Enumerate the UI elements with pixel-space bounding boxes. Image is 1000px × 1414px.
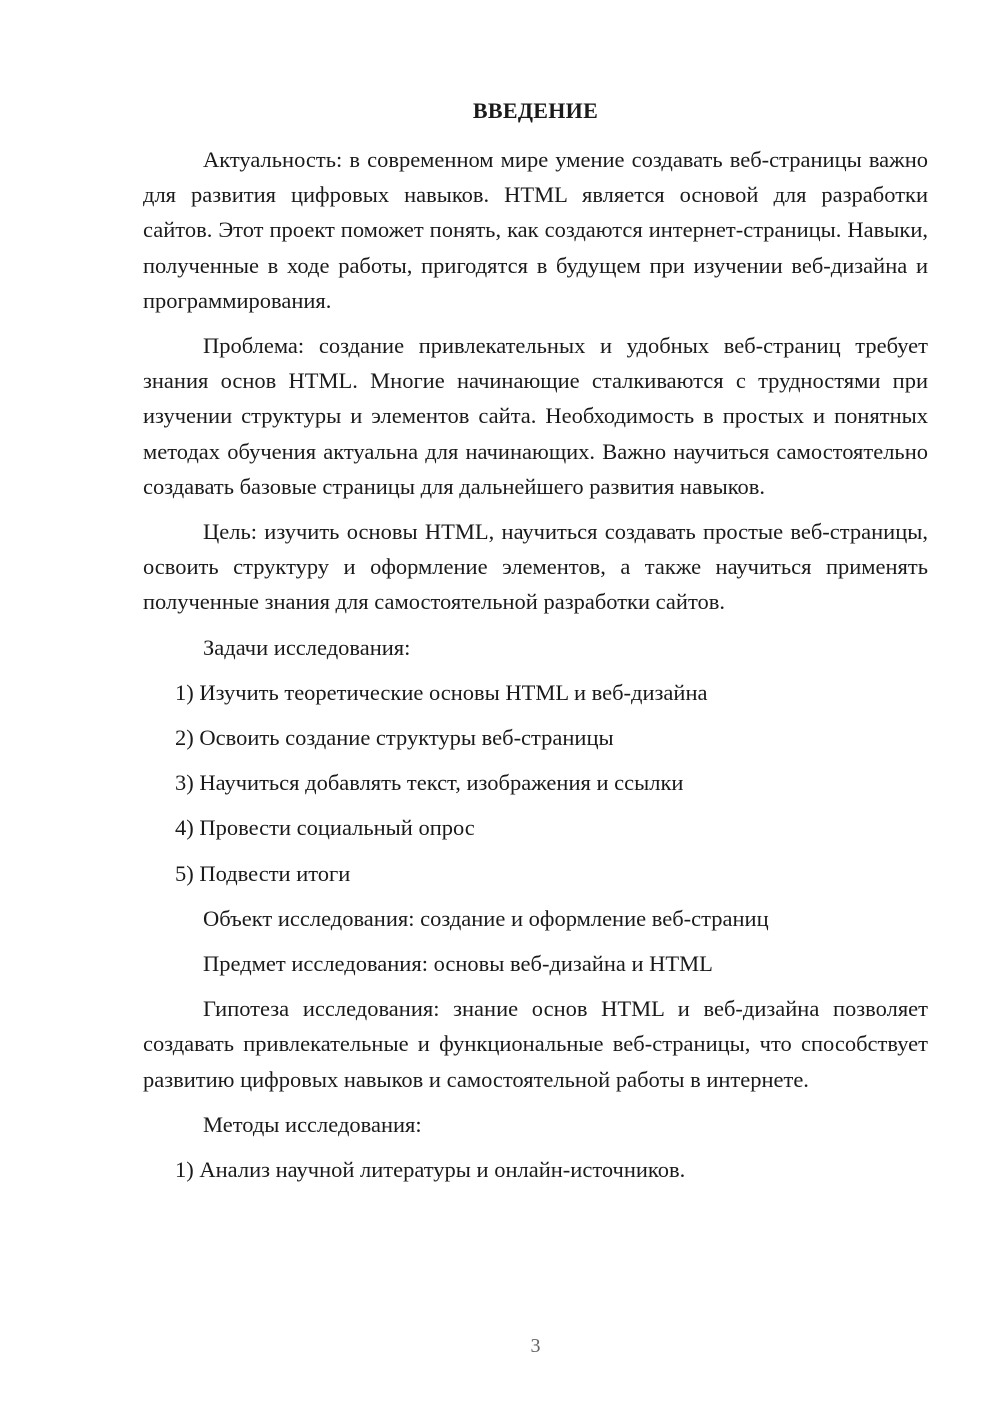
task-item-5: 5) Подвести итоги: [175, 860, 351, 886]
goal-paragraph: Цель: изучить основы HTML, научиться создавать простые веб-страницы, освоить структуру и оформление элементов, а также научиться применять полученные знания для самостоятельной разработки сайтов.: [143, 519, 928, 615]
task-item-3: 3) Научиться добавлять текст, изображения и ссылки: [175, 770, 684, 796]
document-body: [143, 142, 928, 1197]
page-number: 3: [530, 1335, 541, 1357]
document-page: [143, 0, 928, 1414]
page-title: ВВЕДЕНИЕ: [472, 98, 599, 123]
research-subject: Предмет исследования: основы веб-дизайна и HTML: [203, 951, 713, 977]
task-item-4: 4) Провести социальный опрос: [175, 815, 475, 841]
methods-heading: Методы исследования:: [203, 1111, 422, 1137]
problem-paragraph: Проблема: создание привлекательных и удобных веб-страниц требует знания основ HTML. Многие начинающие сталкиваются с трудностями при изучении структуры и элементов сайта. Необходимость в простых и понятных методах обучения актуальна для начинающих. Важно научиться самостоятельно создавать базовые страницы для дальнейшего развития навыков.: [143, 333, 928, 499]
hypothesis-paragraph: Гипотеза исследования: знание основ HTML и веб-дизайна позволяет создавать привлекательные и функциональные веб-страницы, что способствует развитию цифровых навыков и самостоятельной работы в интернете.: [143, 996, 928, 1092]
task-item-1: 1) Изучить теоретические основы HTML и веб-дизайна: [175, 679, 708, 705]
relevance-paragraph: Актуальность: в современном мире умение создавать веб-страницы важно для развития цифровых навыков. HTML является основой для разработки сайтов. Этот проект поможет понять, как создаются интернет-страницы. Навыки, полученные в ходе работы, пригодятся в будущем при изучении веб-дизайна и программирования.: [143, 147, 928, 313]
method-item-1: 1) Анализ научной литературы и онлайн-источников.: [175, 1157, 686, 1183]
tasks-heading: Задачи исследования:: [203, 634, 411, 660]
research-object: Объект исследования: создание и оформление веб-страниц: [203, 905, 769, 931]
task-item-2: 2) Освоить создание структуры веб-страницы: [175, 725, 614, 751]
